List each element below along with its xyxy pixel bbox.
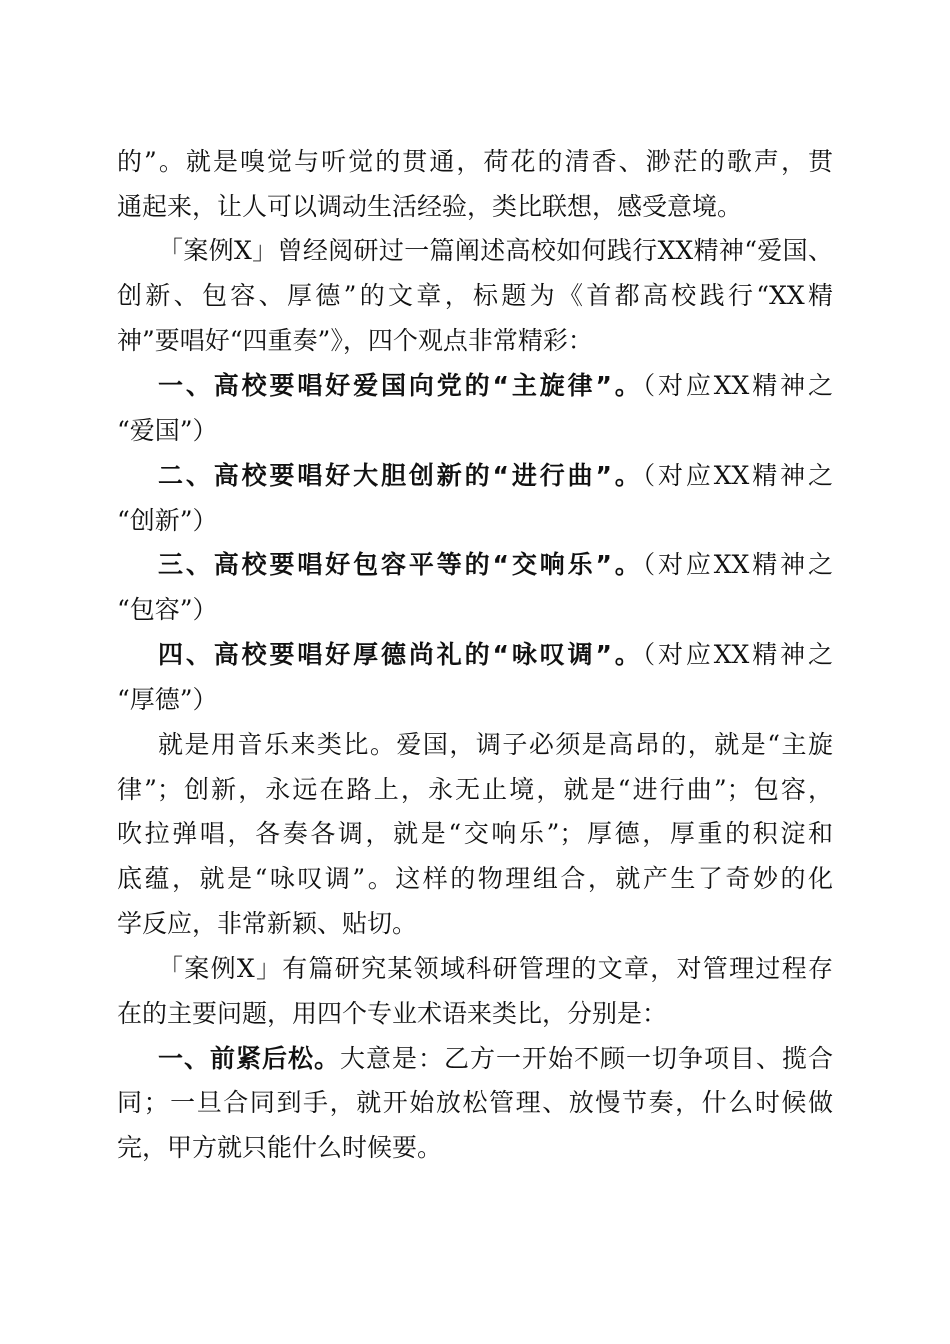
paragraph-line: 完，甲方就只能什么时候要。 xyxy=(117,1133,443,1162)
paragraph-line: 「案例X」有篇研究某领域科研管理的文章，对管理过程存 xyxy=(158,954,833,983)
point-line xyxy=(158,638,833,672)
point-heading: 一、高校要唱好爱国向党的“主旋律”。 xyxy=(158,371,643,400)
paragraph-line xyxy=(158,1042,833,1076)
point-note-line: “爱国”） xyxy=(117,416,218,445)
point-heading: 四、高校要唱好厚德尚礼的“咏叹调”。 xyxy=(158,640,643,669)
point-note-line: “创新”） xyxy=(117,506,218,535)
paragraph-line: 神”要唱好“四重奏”》，四个观点非常精彩： xyxy=(117,326,593,355)
paragraph-line: 的”。就是嗅觉与听觉的贯通，荷花的清香、渺茫的歌声，贯 xyxy=(117,147,833,176)
point-note-line: “包容”） xyxy=(117,595,218,624)
paragraph-line: 同；一旦合同到手，就开始放松管理、放慢节奏，什么时候做 xyxy=(117,1088,833,1117)
paragraph-line: 吹拉弹唱，各奏各调，就是“交响乐”；厚德，厚重的积淀和 xyxy=(117,819,833,848)
point-note: （对应XX精神之 xyxy=(642,461,833,490)
point-line xyxy=(158,369,833,403)
paragraph-line: 通起来，让人可以调动生活经验，类比联想，感受意境。 xyxy=(117,192,743,221)
point-heading: 二、高校要唱好大胆创新的“进行曲”。 xyxy=(158,461,643,490)
point-note: （对应XX精神之 xyxy=(642,371,833,400)
point-note: （对应XX精神之 xyxy=(642,640,833,669)
paragraph-line: 底蕴，就是“咏叹调”。这样的物理组合，就产生了奇妙的化 xyxy=(117,864,833,893)
point-note-line: “厚德”） xyxy=(117,685,218,714)
paragraph-line: 律”；创新，永远在路上，永无止境，就是“进行曲”；包容， xyxy=(117,775,833,804)
paragraph-line: 就是用音乐来类比。爱国，调子必须是高昂的，就是“主旋 xyxy=(158,730,833,759)
paragraph-line: 在的主要问题，用四个专业术语来类比，分别是： xyxy=(117,999,668,1028)
paragraph-line: 学反应，非常新颖、贴切。 xyxy=(117,909,418,938)
point-note: （对应XX精神之 xyxy=(642,550,833,579)
point-line xyxy=(158,548,833,582)
point-heading: 三、高校要唱好包容平等的“交响乐”。 xyxy=(158,550,643,579)
paragraph-line: 创新、包容、厚德”的文章，标题为《首都高校践行“XX精 xyxy=(117,281,833,310)
point-line xyxy=(158,459,833,493)
paragraph-line: 「案例X」曾经阅研过一篇阐述高校如何践行XX精神“爱国、 xyxy=(158,236,833,265)
paragraph-text: 大意是：乙方一开始不顾一切争项目、揽合 xyxy=(340,1044,833,1073)
point-heading: 一、前紧后松。 xyxy=(158,1044,340,1073)
